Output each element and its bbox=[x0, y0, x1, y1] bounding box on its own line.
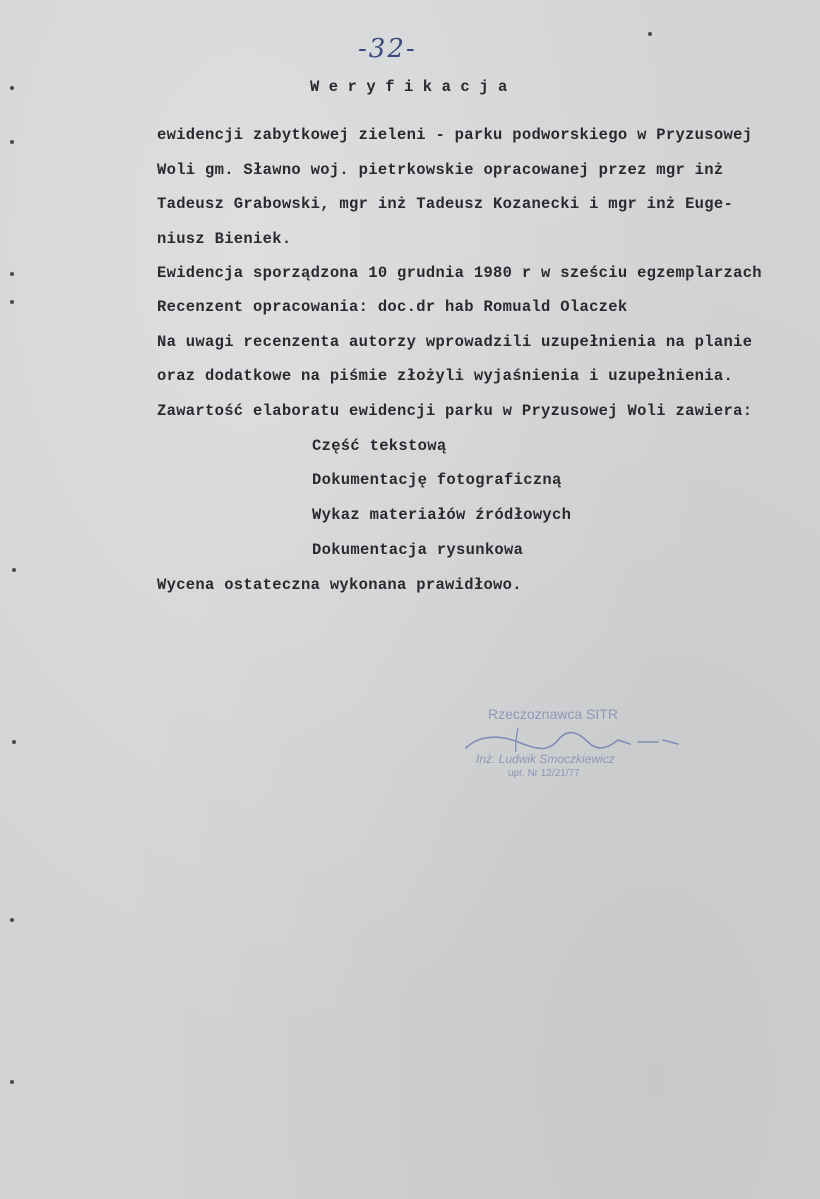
body-line: ewidencji zabytkowej zieleni - parku podworskiego w Pryzusowej bbox=[157, 126, 753, 144]
punch-mark bbox=[12, 568, 16, 572]
stamp-role: Rzeczoznawca SITR bbox=[488, 706, 618, 722]
punch-mark bbox=[10, 1080, 14, 1084]
body-line: oraz dodatkowe na piśmie złożyli wyjaśnienia i uzupełnienia. bbox=[157, 367, 734, 385]
body-line: Woli gm. Sławno woj. pietrkowskie opracowanej przez mgr inż bbox=[157, 161, 724, 179]
body-line: Na uwagi recenzenta autorzy wprowadzili uzupełnienia na planie bbox=[157, 333, 753, 351]
body-line: Recenzent opracowania: doc.dr hab Romuald Olaczek bbox=[157, 298, 628, 316]
stamp-registration: upr. Nr 12/21/77 bbox=[508, 768, 580, 779]
body-line: Zawartość elaboratu ewidencji parku w Pryzusowej Woli zawiera: bbox=[157, 402, 753, 420]
punch-mark bbox=[648, 32, 652, 36]
punch-mark bbox=[10, 918, 14, 922]
contents-item: Dokumentacja rysunkowa bbox=[312, 541, 524, 559]
document-title: Weryfikacja bbox=[310, 78, 517, 96]
expert-stamp bbox=[458, 706, 698, 786]
contents-item: Wykaz materiałów źródłowych bbox=[312, 506, 572, 524]
punch-mark bbox=[10, 140, 14, 144]
page-number: -32- bbox=[358, 34, 417, 64]
punch-mark bbox=[10, 272, 14, 276]
punch-mark bbox=[10, 300, 14, 304]
closing-line: Wycena ostateczna wykonana prawidłowo. bbox=[157, 576, 522, 594]
punch-mark bbox=[10, 86, 14, 90]
body-line: Tadeusz Grabowski, mgr inż Tadeusz Kozanecki i mgr inż Euge- bbox=[157, 195, 734, 213]
contents-item: Część tekstową bbox=[312, 437, 447, 455]
body-line: niusz Bieniek. bbox=[157, 230, 292, 248]
punch-mark bbox=[12, 740, 16, 744]
stamp-name: Inż. Ludwik Smoczkiewicz bbox=[476, 752, 615, 766]
body-line: Ewidencja sporządzona 10 grudnia 1980 r w sześciu egzemplarzach bbox=[157, 264, 762, 282]
contents-item: Dokumentację fotograficzną bbox=[312, 471, 562, 489]
